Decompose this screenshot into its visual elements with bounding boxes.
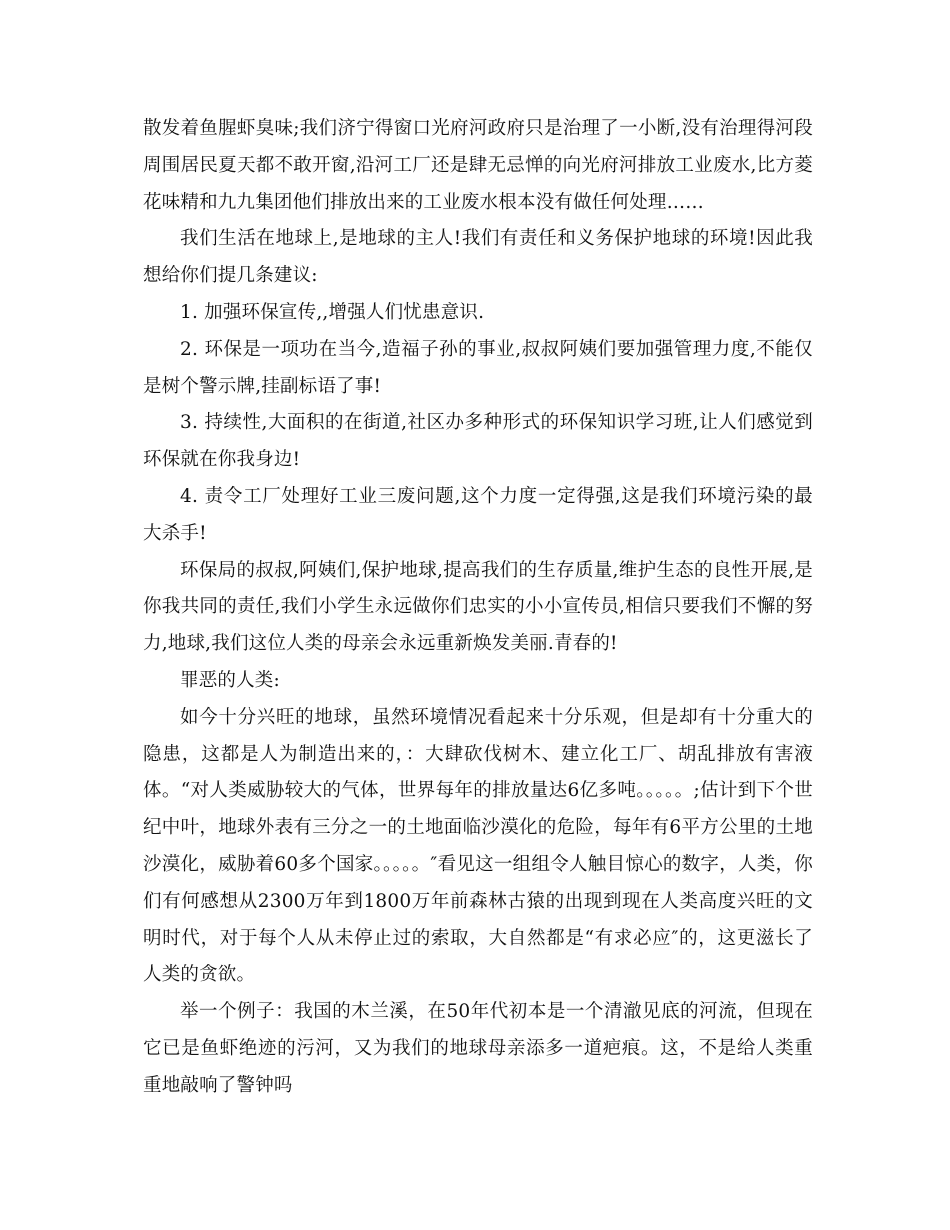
suggestion-3: 3. 持续性,大面积的在街道,社区办多种形式的环保知识学习班,让人们感觉到环保就在你我身边! [143,412,813,471]
suggestion-2: 2. 环保是一项功在当今,造福子孙的事业,叔叔阿姨们要加强管理力度,不能仅是树个警示牌,挂副标语了事! [143,338,813,397]
paragraph-continuation: 散发着鱼腥虾臭味;我们济宁得窗口光府河政府只是治理了一小断,没有治理得河段周围居民夏天都不敢开窗,沿河工厂还是肆无忌惮的向光府河排放工业废水,比方菱花味精和九九集团他们排放出来的工业废水根本没有做任何处理…… [143,118,813,213]
document-body [143,111,813,1105]
suggestion-4: 4. 责令工厂处理好工业三废问题,这个力度一定得强,这是我们环境污染的最大杀手! [143,485,813,544]
suggestion-1: 1. 加强环保宣传,,增强人们忧患意识. [180,301,485,323]
paragraph-closing-appeal: 环保局的叔叔,阿姨们,保护地球,提高我们的生存质量,维护生态的良性开展,是你我共同的责任,我们小学生永远做你们忠实的小小宣传员,相信只要我们不懈的努力,地球,我们这位人类的母亲会永远重新焕发美丽.青春的! [143,559,813,655]
paragraph-example: 举一个例子：我国的木兰溪，在50年代初本是一个清澈见底的河流，但现在它已是鱼虾绝迹的污河，又为我们的地球母亲添多一道疤痕。这，不是给人类重重地敲响了警钟吗 [143,1001,813,1096]
paragraph-earth-hazards: 如今十分兴旺的地球，虽然环境情况看起来十分乐观，但是却有十分重大的隐患，这都是人为制造出来的，：大肆砍伐树木、建立化工厂、胡乱排放有害液体。“对人类威胁较大的气体，世界每年的排放量达6亿多吨。。。。。;估计到下个世纪中叶，地球外表有三分之一的土地面临沙漠化的危险，每年有6平方公里的土地沙漠化，威胁着60多个国家。。。。。″看见这一组组令人触目惊心的数字，人类，你们有何感想从2300万年到1800万年前森林古猿的出现到现在人类高度兴旺的文明时代，对于每个人从未停止过的索取，大自然都是“有求必应″的，这更滋长了人类的贪欲。 [143,706,813,986]
section-heading: 罪恶的人类: [180,669,280,691]
paragraph-responsibility: 我们生活在地球上,是地球的主人!我们有责任和义务保护地球的环境!因此我想给你们提几条建议: [143,228,813,287]
